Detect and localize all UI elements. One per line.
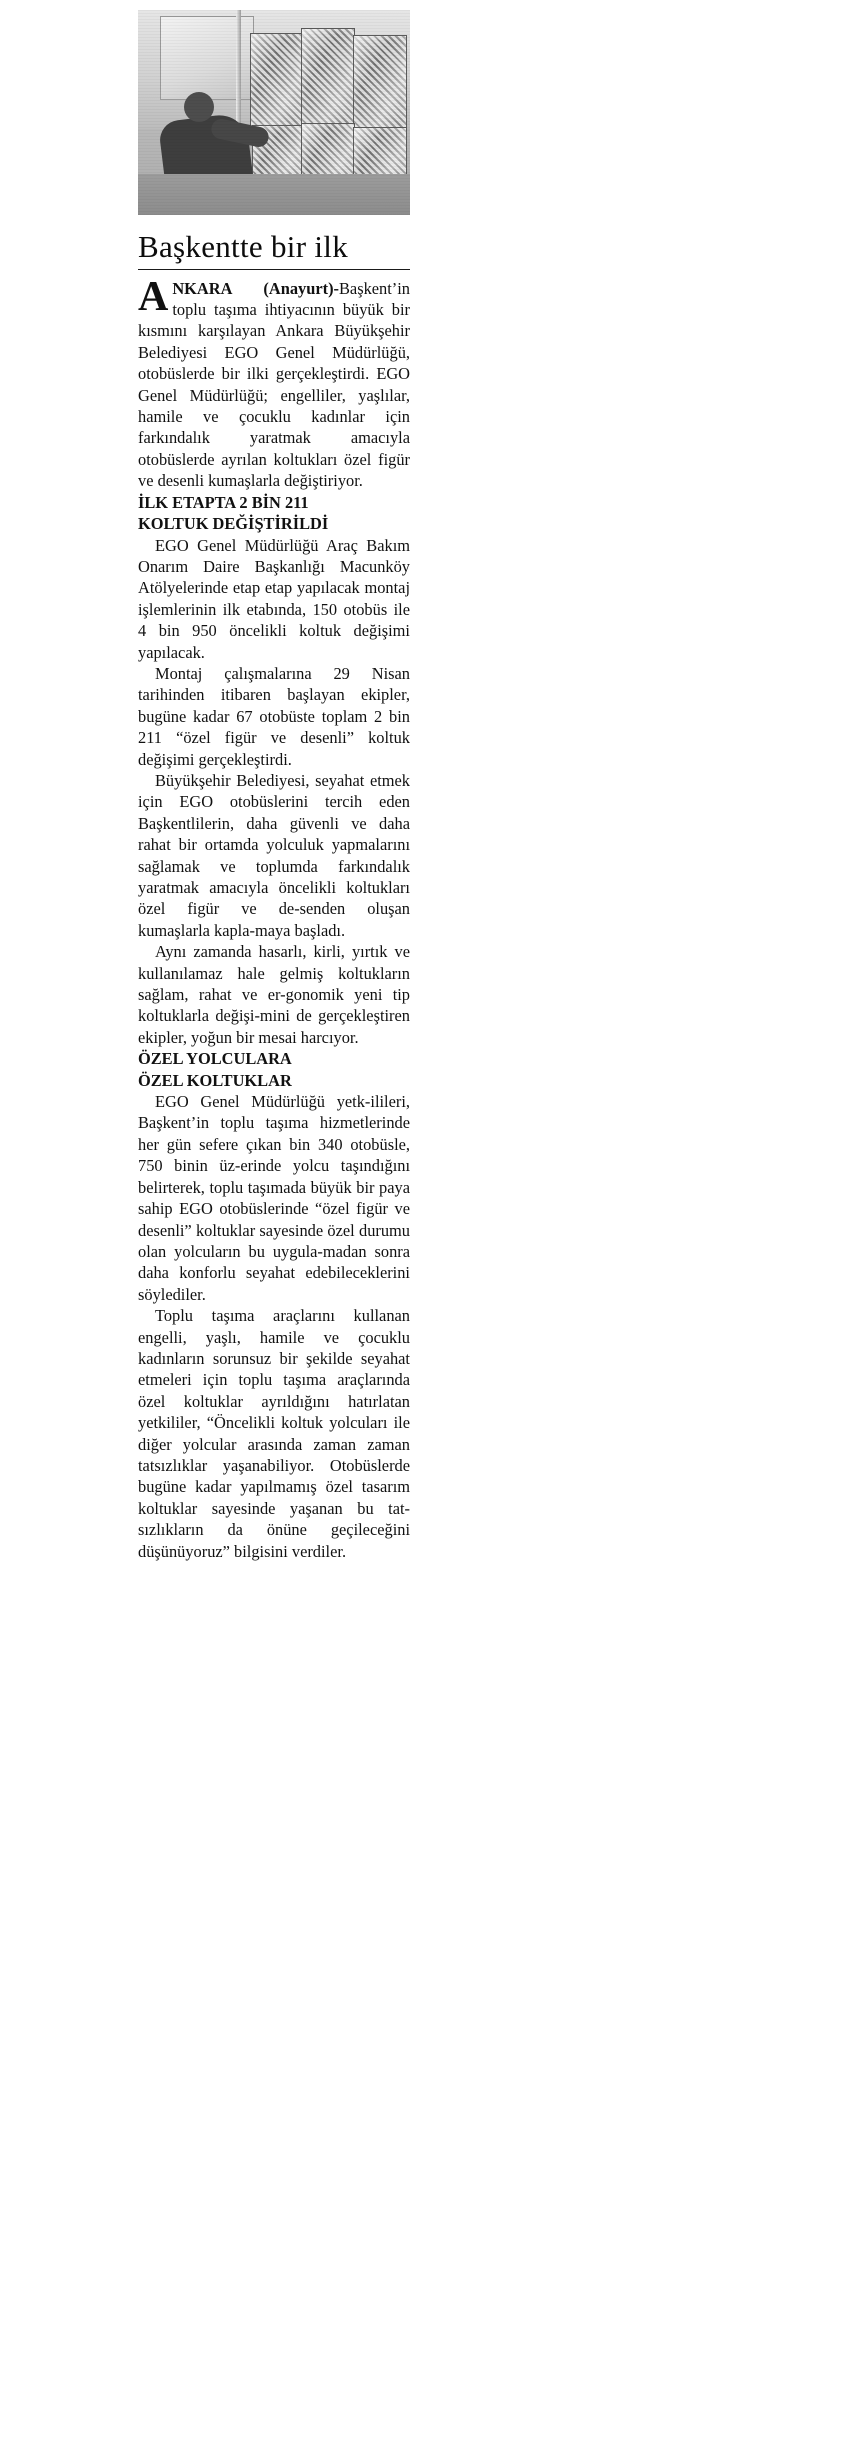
bus-handrail-pole bbox=[236, 10, 241, 129]
paragraph-3: Montaj çalışmalarına 29 Nisan tarihinden itibaren başlayan ekipler, bugüne kadar 67 otobüste toplam 2 bin 211 “özel figür ve desenli” koltuk değişimi gerçekleştirdi. bbox=[138, 663, 410, 769]
subheading-1-line-1: İLK ETAPTA 2 BİN 211 bbox=[138, 492, 309, 512]
article-body bbox=[138, 273, 410, 1562]
lead-paragraph bbox=[138, 273, 410, 492]
headline-divider bbox=[138, 269, 410, 270]
paragraph-4: Büyükşehir Belediyesi, seyahat etmek için EGO otobüslerini tercih eden Başkentlilerin, daha güvenli ve daha rahat bir ortamda yolculuk yapmalarını sağlamak ve toplumda farkındalık yaratmak amacıyla öncelikli koltukları özel figür ve de-senden oluşan kumaşlarla kapla-maya başladı. bbox=[138, 770, 410, 940]
paragraph-5: Aynı zamanda hasarlı, kirli, yırtık ve kullanılamaz hale gelmiş koltukların sağlam, rahat ve er-gonomik yeni tip koltuklarla değişi-mini de gerçekleştiren ekipler, yoğun bir mesai harcıyor. bbox=[138, 942, 410, 1047]
subheading-2-line-1: ÖZEL YOLCULARA bbox=[138, 1049, 292, 1069]
page-title: Başkentte bir ilk bbox=[138, 229, 349, 264]
seat-plastic-sheen bbox=[251, 34, 303, 128]
paragraph-6: EGO Genel Müdürlüğü yetk-ilileri, Başkent’in toplu taşıma hizmetlerinde her gün sefere çıkan bin 340 otobüsle, 750 binin üz-erinde yolcu taşındığını belirterek, toplu taşımada büyük bir paya sahip EGO otobüslerinde “özel figür ve desenli” koltuklar sayesinde özel durumu olan yolcuların bu uygula-madan sonra daha konforlu seyahat edebileceklerini söylediler. bbox=[138, 1092, 410, 1304]
paragraph-7: Toplu taşıma araçlarını kullanan engelli, yaşlı, hamile ve çocuklu kadınların sorunsuz bir şekilde seyahat etmeleri için toplu taşıma araçlarında özel koltuklar ayrıldığını hatırlatan yetkililer, “Öncelikli koltuk yolcuları ile diğer yolcular arasında zaman zaman tatsızlıklar yaşanabiliyor. Otobüslerde bugüne kadar yapılmamış özel tasarım koltuklar sayesinde yaşanan bu tat-sızlıkların da önüne geçileceğini düşünüyoruz” bilgisini verdiler. bbox=[138, 1306, 410, 1561]
dateline: NKARA (Anayurt)- bbox=[172, 278, 339, 298]
drop-cap: A bbox=[138, 273, 169, 320]
paragraph-2: EGO Genel Müdürlüğü Araç Bakım Onarım Daire Başkanlığı Macunköy Atölyelerinde etap etap yapılacak montaj işlemlerinin ilk etabında, 150 otobüs ile 4 bin 950 öncelikli koltuk değişimi yapılacak. bbox=[138, 535, 410, 662]
seat-plastic-sheen bbox=[302, 29, 354, 127]
seat-plastic-sheen bbox=[354, 36, 406, 130]
article-container bbox=[138, 10, 410, 1562]
lead-text: Başkent’in toplu taşıma ihtiyacının büyük bir kısmını karşılayan Ankara Büyükşehir Belediyesi EGO Genel Müdürlüğü, otobüslerde bir ilki gerçekleştirdi. EGO Genel Müdürlüğü; engelliler, yaşlılar, hamile ve çocuklu kadınlar için farkındalık yaratmak amacıyla otobüslerde ayrılan koltukları özel figür ve desenli kumaşlarla değiştiriyor. bbox=[138, 278, 410, 491]
wrapped-seat bbox=[301, 28, 355, 128]
wrapped-seat bbox=[250, 33, 304, 129]
subheading-2-line-2: ÖZEL KOLTUKLAR bbox=[138, 1070, 292, 1090]
bus-floor bbox=[138, 174, 410, 215]
subheading-1-line-2: KOLTUK DEĞİŞTİRİLDİ bbox=[138, 514, 329, 534]
bus-seats-photo bbox=[138, 10, 410, 215]
wrapped-seat bbox=[353, 35, 407, 131]
